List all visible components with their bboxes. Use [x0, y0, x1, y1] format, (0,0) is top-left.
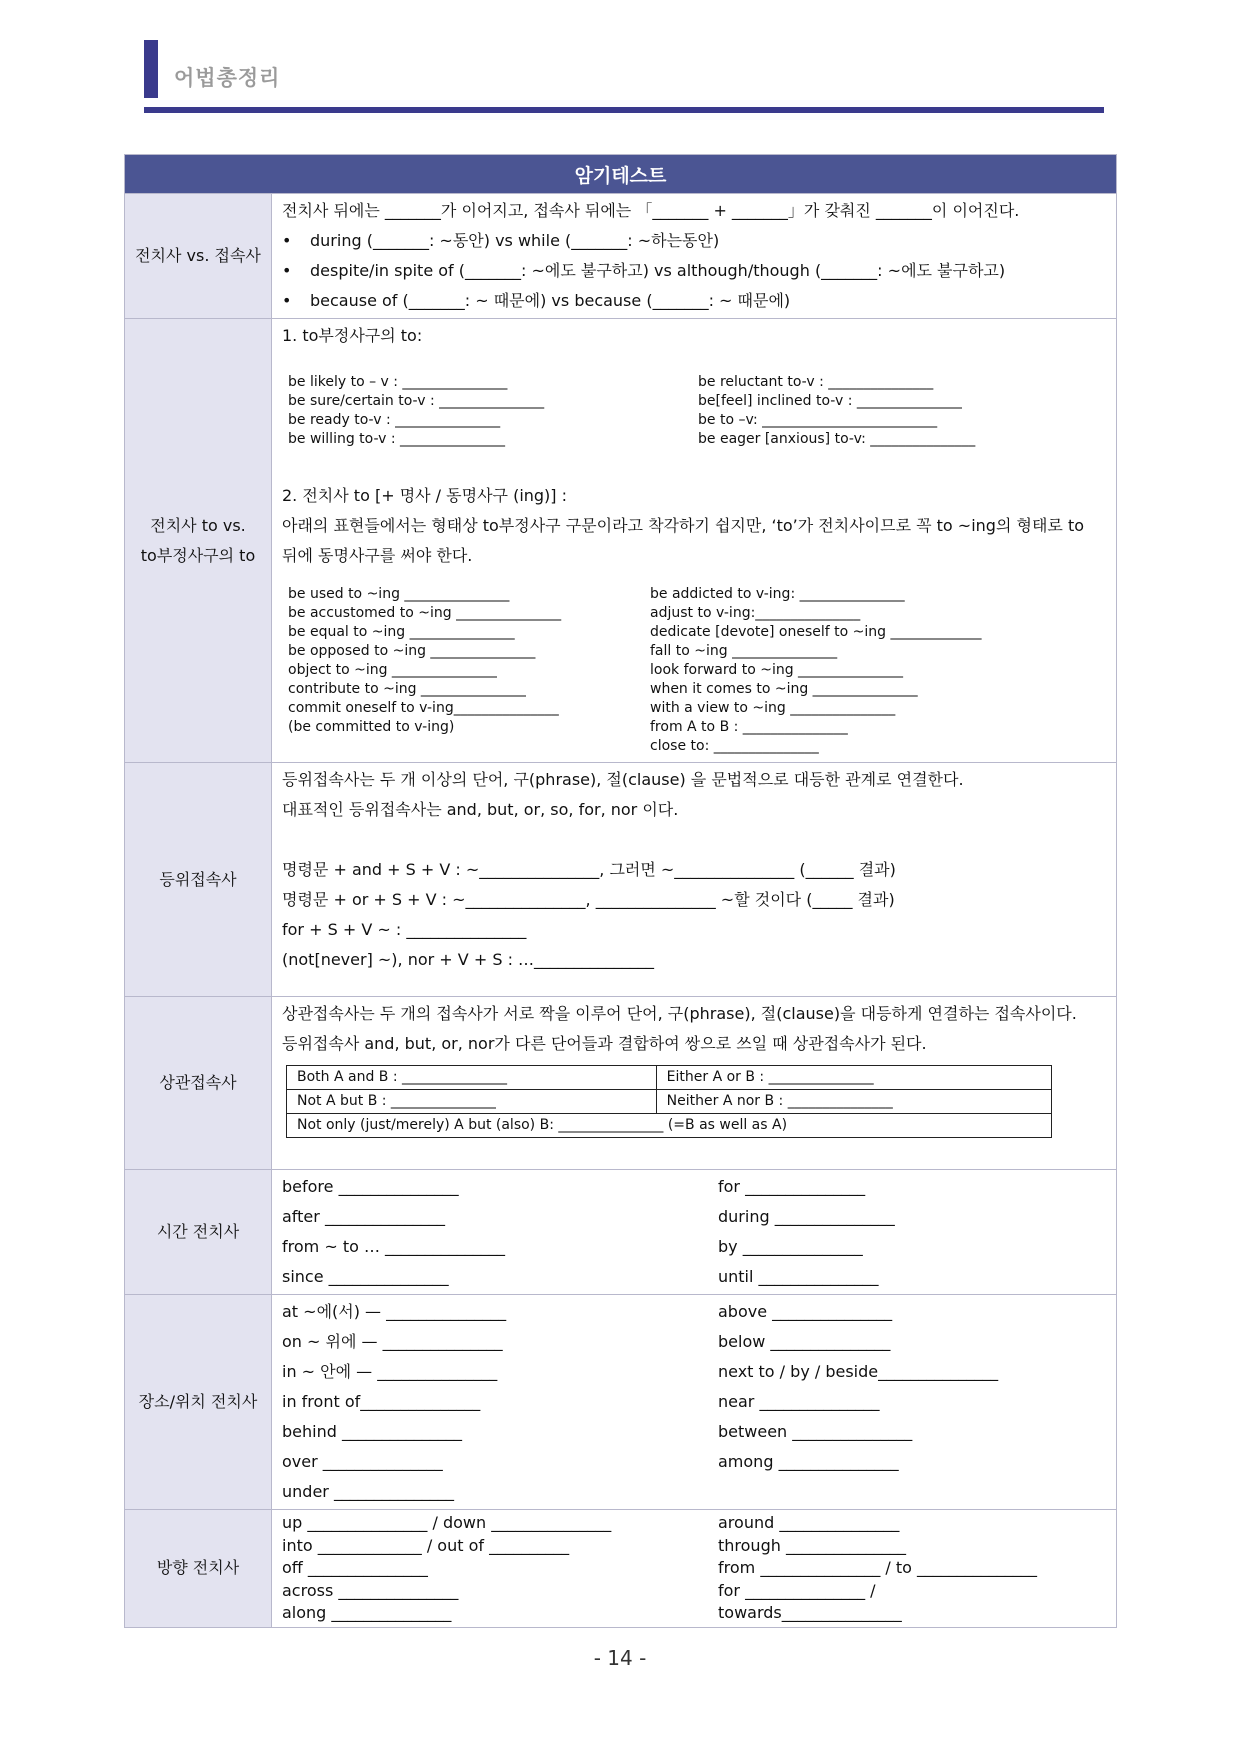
list-item: through _______________: [718, 1535, 906, 1555]
section-label: 상관접속사: [125, 997, 272, 1170]
list-item: until _______________: [718, 1267, 879, 1286]
list-item: with a view to ~ing _______________: [650, 700, 896, 716]
list-item: around _______________: [718, 1513, 900, 1532]
list-item: among _______________: [718, 1452, 899, 1471]
section-label-line: 전치사 to vs.: [150, 515, 246, 535]
list-item: below _______________: [718, 1332, 891, 1351]
text-line: 명령문 + or + S + V : ~_______________, _______________ ~할 것이다 (_____ 결과): [282, 890, 895, 909]
correlative-cell: Not only (just/merely) A but (also) B: _______________ (=B as well as A): [287, 1114, 1052, 1138]
gerund-list: [282, 585, 1106, 756]
list-item: from ~ to … _______________: [282, 1237, 506, 1256]
correlative-cell: Both A and B : _______________: [287, 1066, 657, 1090]
list-item: at ~에(서) — _______________: [282, 1302, 507, 1321]
infinitive-list: [282, 373, 1106, 449]
section-label-line: to부정사구의 to: [140, 545, 256, 565]
list-item: above _______________: [718, 1302, 893, 1321]
section-prep-vs-conj: [125, 194, 1117, 319]
list-item: before _______________: [282, 1177, 459, 1196]
section-correlative-conj: [125, 997, 1117, 1170]
list-item: look forward to ~ing _______________: [650, 662, 904, 678]
list-item: into _____________ / out of __________: [282, 1535, 570, 1555]
section-label: 등위접속사: [125, 763, 272, 997]
section-label: [125, 319, 272, 763]
list-item: across _______________: [282, 1580, 459, 1600]
header-rule: [144, 107, 1104, 113]
list-item: over _______________: [282, 1452, 443, 1471]
correlative-table: [286, 1065, 1052, 1138]
text-line: 등위접속사 and, but, or, nor가 다른 단어들과 결합하여 쌍으로 쓰일 때 상관접속사가 된다.: [282, 1034, 927, 1053]
subheading: 1. to부정사구의 to:: [282, 326, 423, 345]
section-label: 전치사 vs. 접속사: [125, 194, 272, 319]
list-item: be reluctant to-v : _______________: [698, 374, 934, 390]
list-item: by _______________: [718, 1237, 863, 1256]
list-item: be to –v: _________________________: [698, 412, 938, 428]
section-coordinating-conj: [125, 763, 1117, 997]
list-item: between _______________: [718, 1422, 913, 1441]
text-line: 등위접속사는 두 개 이상의 단어, 구(phrase), 절(clause) 을 문법적으로 대등한 관계로 연결한다.: [282, 770, 964, 789]
list-item: be ready to-v : _______________: [288, 412, 501, 428]
correlative-cell: Not A but B : _______________: [287, 1090, 657, 1114]
list-item: from A to B : _______________: [650, 719, 848, 735]
list-item: on ~ 위에 — _______________: [282, 1332, 503, 1351]
list-item: dedicate [devote] oneself to ~ing _____________: [650, 624, 982, 640]
list-item: fall to ~ing _______________: [650, 643, 838, 659]
subheading: 2. 전치사 to [+ 명사 / 동명사구 (ing)] :: [282, 486, 568, 505]
list-item: be used to ~ing _______________: [288, 586, 510, 602]
list-item: during _______________: [718, 1207, 895, 1226]
list-item: be willing to-v : _______________: [288, 431, 506, 447]
list-item: in front of_______________: [282, 1392, 481, 1411]
text-line: 전치사 뒤에는 _______가 이어지고, 접속사 뒤에는 「_______ + _______」가 갖춰진 _______이 이어진다.: [282, 201, 1020, 220]
blank-line: [282, 825, 1106, 855]
list-item: commit oneself to v-ing_______________: [288, 700, 559, 716]
list-item: be equal to ~ing _______________: [288, 624, 515, 640]
list-item: in ~ 안에 — _______________: [282, 1362, 498, 1381]
list-item: towards_______________: [718, 1603, 902, 1622]
list-item: near _______________: [718, 1392, 880, 1411]
list-item: since _______________: [282, 1267, 449, 1286]
text-line: for + S + V ~ : _______________: [282, 920, 527, 939]
list-item: be likely to – v : _______________: [288, 374, 508, 390]
correlative-cell: Neither A nor B : _______________: [656, 1090, 1051, 1114]
text-line: (not[never] ~), nor + V + S : …_______________: [282, 950, 655, 969]
section-place-prep: [125, 1295, 1117, 1510]
list-item: be addicted to v-ing: _______________: [650, 586, 905, 602]
list-item: be[feel] inclined to-v : _______________: [698, 393, 962, 409]
text-line: 뒤에 동명사구를 써야 한다.: [282, 546, 473, 565]
correlative-cell: Either A or B : _______________: [656, 1066, 1051, 1090]
list-item: under _______________: [282, 1482, 454, 1501]
list-item: object to ~ing _______________: [288, 662, 497, 678]
list-item: be sure/certain to-v : _______________: [288, 393, 545, 409]
list-item: [718, 1477, 1106, 1507]
text-line: 상관접속사는 두 개의 접속사가 서로 짝을 이루어 단어, 구(phrase), 절(clause)을 대등하게 연결하는 접속사이다.: [282, 1004, 1077, 1023]
section-prep-to-vs-infinitive-to: [125, 319, 1117, 763]
section-time-prep: [125, 1170, 1117, 1295]
bullet-line: • during (_______: ~동안) vs while (_______: ~하는동안): [282, 226, 1106, 256]
list-item: up _______________ / down _______________: [282, 1513, 612, 1532]
list-item: be opposed to ~ing _______________: [288, 643, 536, 659]
list-item: next to / by / beside_______________: [718, 1362, 999, 1381]
list-item: be eager [anxious] to-v: _______________: [698, 431, 976, 447]
table-title: 암기테스트: [125, 155, 1117, 194]
list-item: be accustomed to ~ing _______________: [288, 605, 562, 621]
section-label: 장소/위치 전치사: [125, 1295, 272, 1510]
text-line: 아래의 표현들에서는 형태상 to부정사구 구문이라고 착각하기 쉽지만, ‘to’가 전치사이므로 꼭 to ~ing의 형태로 to: [282, 516, 1085, 535]
list-item: adjust to v-ing:_______________: [650, 605, 861, 621]
list-item: after _______________: [282, 1207, 445, 1226]
text-line: 명령문 + and + S + V : ~_______________, 그러면 ~_______________ (______ 결과): [282, 860, 896, 879]
section-direction-prep: [125, 1510, 1117, 1628]
header-title: 어법총정리: [174, 66, 281, 90]
section-label: 방향 전치사: [125, 1510, 272, 1628]
list-item: off _______________: [282, 1558, 428, 1577]
list-item: when it comes to ~ing _______________: [650, 681, 918, 697]
list-item: for _______________ /: [718, 1580, 876, 1600]
list-item: contribute to ~ing _______________: [288, 681, 526, 697]
list-item: (be committed to v-ing): [288, 719, 455, 735]
list-item: close to: _______________: [650, 738, 819, 754]
section-label: 시간 전치사: [125, 1170, 272, 1295]
text-line: 대표적인 등위접속사는 and, but, or, so, for, nor 이다.: [282, 800, 679, 819]
list-item: behind _______________: [282, 1422, 462, 1441]
memory-test-table: [124, 154, 1117, 1628]
header-accent-bar: [144, 40, 158, 98]
bullet-line: • despite/in spite of (_______: ~에도 불구하고) vs although/though (_______: ~에도 불구하고): [282, 256, 1106, 286]
list-item: from _______________ / to _______________: [718, 1558, 1038, 1577]
bullet-line: • because of (_______: ~ 때문에) vs because (_______: ~ 때문에): [282, 286, 1106, 316]
page-number: - 14 -: [593, 1646, 647, 1670]
list-item: for _______________: [718, 1177, 866, 1196]
list-item: along _______________: [282, 1603, 452, 1622]
